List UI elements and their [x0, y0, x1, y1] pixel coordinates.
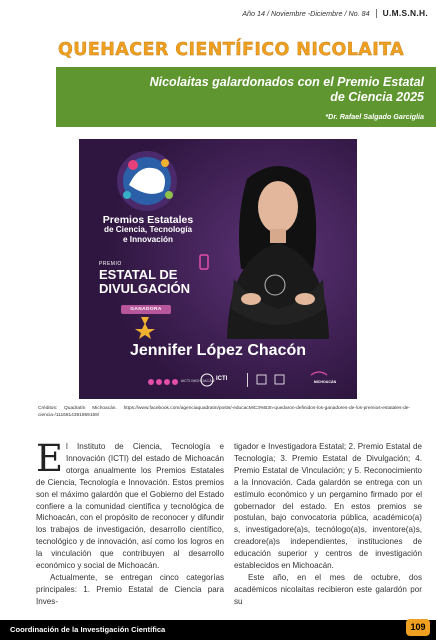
poster-title-line-1: Premios Estatales	[102, 214, 194, 226]
article-paragraph: tigador e Investigadora Estatal; 2. Premio Estatal de Tecnología; 3. Premio Estatal de Divulgación; 4. Premio Estatal de Vinculación; y 5. Reconocimiento a la Innovación. Cada galardón se entrega con un estímulo económico y un pergamino firmado por el gobernador del estado. En estos premios se postulan, bajo convocatoria pública, académico(a) s, investigadore(a)s, tecnólogo(a)s, inventore(a)s, creadore(a)s independientes, instituciones de educación superior y centros de investigación establecidos en Michoacán.	[234, 442, 422, 571]
header-divider	[376, 9, 377, 18]
article-column-2	[234, 441, 422, 609]
image-credits: Créditos: Quadratín Michoacán. https://www.facebook.com/agenciaquadratin/posts/-educacMiC3%B3n-quedaron-definidos-los-ganadores-de-los-premios-estatales-de-ciencia-/1116814391869159/	[38, 406, 410, 418]
article-paragraph-text: l Instituto de Ciencia, Tecnología e Innovación (ICTI) del estado de Michoacán otorga anualmente los Premios Estatales de Ciencia, Tecnología e Innovación. Estos premios son el máximo galardón que el Gobierno del Estado confiere a la comunidad científica y tecnológica de Michoacán, con el propósito de reconocer y difundir los trabajos de investigación, desarrollo científico, tecnológico y de innovación, así como los logros en la vinculación que contribuyen al desarrollo económico y social de Michoacán.	[36, 442, 224, 571]
article-title-band	[56, 67, 436, 127]
issue-header	[242, 8, 428, 18]
issue-info: Año 14 / Noviembre -Diciembre / No. 84	[242, 8, 370, 18]
award-poster-image	[79, 139, 357, 399]
footer-text: Coordinación de la Investigación Científica	[10, 625, 166, 634]
article-title-line-1: Nicolaitas galardonados con el Premio Estatal	[149, 75, 424, 89]
article-title-line-2: de Ciencia 2025	[330, 90, 424, 104]
poster-hashtag: #ICTI MICHOACÁN	[181, 379, 215, 383]
page-number: 109	[406, 619, 430, 636]
article-paragraph: Este año, en el mes de octubre, dos académicos nicolaitas recibieron este galardón por su	[234, 572, 422, 606]
institution-name: U.M.S.N.H.	[382, 8, 428, 18]
drop-cap: E	[36, 437, 64, 480]
poster-title-line-2: de Ciencia, Tecnología	[103, 225, 193, 234]
poster-category-line-1: ESTATAL DE	[99, 267, 178, 282]
michoacan-logo-text: MICHOACÁN	[313, 380, 337, 384]
social-icon	[148, 379, 154, 385]
article-paragraph	[36, 437, 224, 572]
page-footer	[0, 620, 436, 640]
poster-title	[93, 215, 203, 245]
poster-title-line-3: e Innovación	[122, 235, 174, 244]
article-author: *Dr. Rafael Salgado Garciglia	[325, 112, 424, 121]
poster-category	[99, 268, 229, 296]
winner-name: Jennifer López Chacón	[129, 342, 307, 359]
icti-logo-text: ICTI	[216, 376, 228, 382]
article-paragraph: Actualmente, se entregan cinco categorías principales: 1. Premio Estatal de Ciencia para Inves-	[36, 572, 224, 606]
section-title: QUEHACER CIENTÍFICO NICOLAITA	[58, 40, 405, 60]
winner-badge: GANADORA	[121, 305, 171, 314]
poster-category-line-2: DIVULGACIÓN	[99, 281, 190, 296]
article-body	[36, 437, 422, 609]
article-column-1	[36, 437, 224, 609]
article-title	[104, 75, 424, 105]
poster-premio-label: PREMIO	[99, 261, 122, 267]
